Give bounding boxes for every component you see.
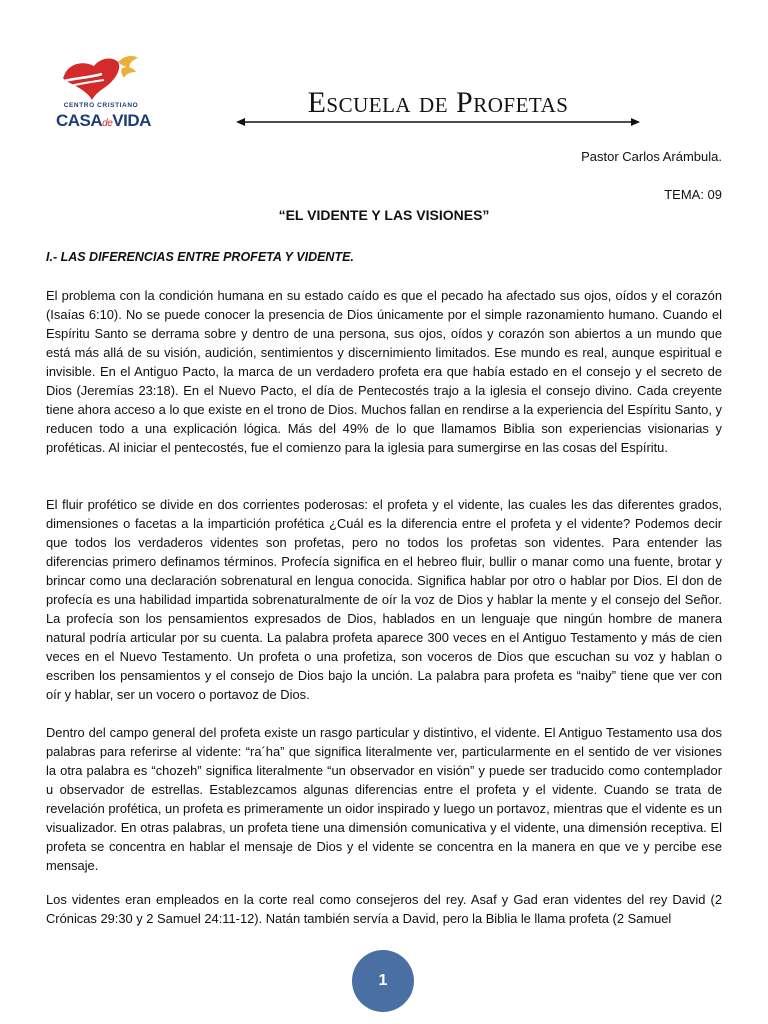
logo-wordmark [56,111,151,131]
school-title: Escuela de Profetas [307,86,569,119]
paragraph-1: El problema con la condición humana en su estado caído es que el pecado ha afectado sus ojos, oídos y el corazón (Isaías 6:10). No se puede conocer la presencia de Dios únicamente por el simple razonamiento humano. Cuando el Espíritu Santo se derrama sobre y dentro de una persona, sus ojos, oídos y corazón son abiertos a un mundo que está más allá de su visión, audición, sentimientos y discernimiento limitados. Ese mundo es real, aunque espiritual e invisible. En el Antiguo Pacto, la marca de un verdadero profeta era que había estado en el consejo y el secreto de Dios (Jeremías 23:18). En el Nuevo Pacto, el día de Pentecostés trajo a la iglesia el consejo divino. Cada creyente tiene ahora acceso a lo que existe en el trono de Dios. Muchos fallan en rendirse a la experiencia del Espíritu Santo, y reducen todo a una explicación lógica. Más del 49% de lo que llamamos Biblia son experiencias visionarias y proféticas. Al iniciar el pentecostés, fue el comienzo para la iglesia para sumergirse en las cosas del Espíritu. [46,288,722,455]
logo-word-de: de [102,118,113,129]
double-arrow-rule [236,116,640,128]
document-title: “EL VIDENTE Y LAS VISIONES” [278,207,490,223]
page-number-badge [352,950,414,1012]
author-name: Pastor Carlos Arámbula. [581,149,722,164]
paragraph-3: Dentro del campo general del profeta existe un rasgo particular y distintivo, el vidente. El Antiguo Testamento usa dos palabras para referirse al vidente: “ra´ha” que significa literalmente ver, particularmente en el sentido de ver visiones la otra palabra es “chozeh” significa literalmente “un observador en visión” y puede ser traducido como contemplador u observador de estrellas. Establezcamos algunas diferencias entre el profeta y el vidente. Cuando se trata de revelación profética, un profeta es primeramente un oidor inspirado y luego un portavoz, mientras que el vidente es un visualizador. En otras palabras, un profeta tiene una dimensión comunicativa y el vidente, una dimensión receptiva. El profeta se concentra en hablar el mensaje de Dios y el vidente se concentra en la manera en que ve y percibe ese mensaje. [46,725,722,873]
page-number: 1 [378,972,388,989]
section-heading: I.- LAS DIFERENCIAS ENTRE PROFETA Y VIDENTE. [46,250,354,264]
heart-flame-icon [58,52,144,102]
church-logo [56,52,151,138]
topic-number: TEMA: 09 [664,187,722,202]
paragraph-4: Los videntes eran empleados en la corte real como consejeros del rey. Asaf y Gad eran videntes del rey David (2 Crónicas 29:30 y 2 Samuel 24:11-12). Natán también servía a David, pero la Biblia le llama profeta (2 Samuel [46,892,722,926]
logo-subtitle: CENTRO CRISTIANO [63,102,139,109]
logo-word-casa: CASA [56,111,103,130]
paragraph-2: El fluir profético se divide en dos corrientes poderosas: el profeta y el vidente, las cuales les das diferentes grados, dimensiones o facetas a la impartición profética ¿Cuál es la diferencia entre el profeta y el vidente? Podemos decir que todos los verdaderos videntes son profetas, pero no todos los profetas son videntes. Para entender las diferencias primero definamos términos. Profecía significa en el hebreo fluir, bullir o manar como una fuente, brotar y brincar como una declaración sobrenatural en lengua conocida. Significa hablar por otro o hablar por Dios. El don de profecía es una habilidad impartida sobrenaturalmente de oír la voz de Dios y hablar la mente y el consejo del Señor. La profecía son los pensamientos expresados de Dios, hablados en un lenguaje que ningún hombre de manera natural podría articular por su cuenta. La palabra profeta aparece 300 veces en el Antiguo Testamento y más de cien veces en el Nuevo Testamento. Un profeta o una profetiza, son voceros de Dios que escuchan su voz y hablan o escriben los pensamientos y el consejo de Dios bajo la unción. La palabra para profeta es “naiby” tiene que ver con oír y hablar, ser un vocero o portavoz de Dios. [46,497,722,702]
logo-word-vida: VIDA [112,111,151,130]
